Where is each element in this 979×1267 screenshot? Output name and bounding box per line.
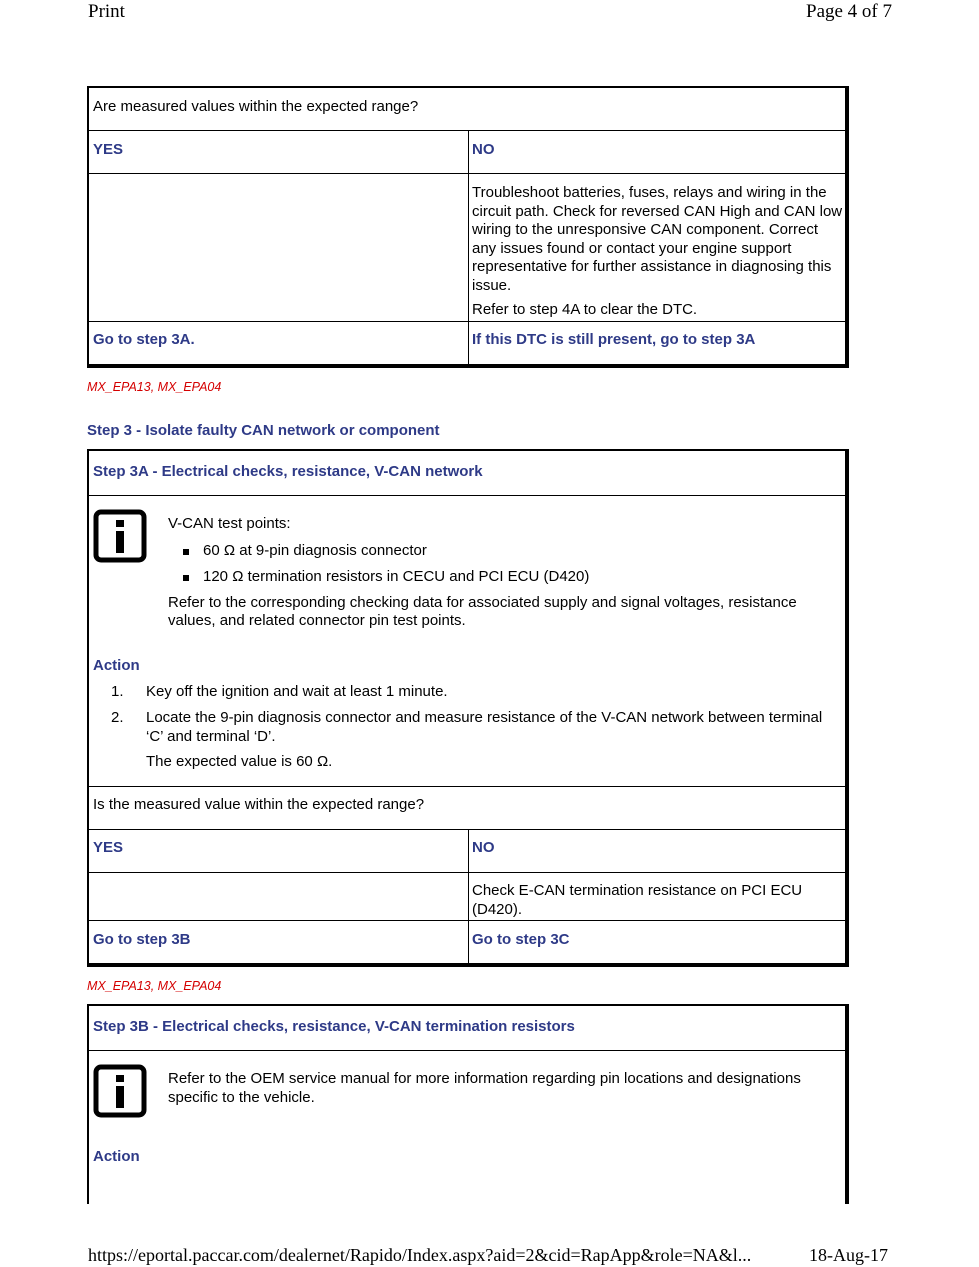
footer-url: https://eportal.paccar.com/dealernet/Rapido/Index.aspx?aid=2&cid=RapApp&role=NA&l... — [88, 1245, 752, 1265]
step-3b-table — [87, 1004, 849, 1204]
question-text: Is the measured value within the expected range? — [93, 796, 425, 813]
no-header: NO — [472, 141, 495, 158]
info-icon — [93, 509, 147, 563]
model-tag: MX_EPA13, MX_EPA04 — [87, 380, 222, 394]
info-icon — [93, 1064, 147, 1118]
no-header: NO — [472, 839, 495, 856]
action-text: Locate the 9-pin diagnosis connector and measure resistance of the V-CAN network between terminal ‘C’ and terminal ‘D’. — [146, 709, 823, 745]
result-table-step2 — [87, 86, 849, 368]
info-text: Refer to the OEM service manual for more information regarding pin locations and designations specific to the vehicle. — [168, 1070, 801, 1106]
bullet-item: 60 Ω at 9-pin diagnosis connector — [168, 542, 844, 561]
action-label: Action — [93, 657, 140, 674]
step-3a-title: Step 3A - Electrical checks, resistance, V-CAN network — [93, 463, 483, 480]
no-instructions: Check E-CAN termination resistance on PCI ECU (D420). — [472, 882, 803, 918]
no-goto: If this DTC is still present, go to step 3A — [472, 331, 756, 348]
no-goto: Go to step 3C — [472, 931, 570, 948]
question-text: Are measured values within the expected range? — [93, 98, 419, 115]
model-tag: MX_EPA13, MX_EPA04 — [87, 979, 222, 993]
yes-goto: Go to step 3B — [93, 931, 191, 948]
step-3b-title: Step 3B - Electrical checks, resistance, V-CAN termination resistors — [93, 1018, 575, 1035]
print-header: Print — [88, 1, 125, 22]
info-block: V-CAN test points: 60 Ω at 9-pin diagnosis connector 120 Ω termination resistors in CECU and PCI ECU (D420) Refer to the corresponding checking data for associated supply and signal voltages, resistance values, and related connector pin test points. — [168, 515, 844, 631]
expected-value: The expected value is 60 Ω. — [146, 753, 333, 770]
action-num: 2. — [111, 709, 124, 726]
footer-date: 18-Aug-17 — [809, 1245, 888, 1265]
page-number: Page 4 of 7 — [806, 1, 893, 22]
action-num: 1. — [111, 683, 124, 700]
step-3a-table — [87, 449, 849, 967]
no-instructions: Troubleshoot batteries, fuses, relays and wiring in the circuit path. Check for reversed CAN High and CAN low wiring to the unresponsive CAN component. Correct any issues found or contact your engine support representative for further assistance in diagnosing this issue. Refer to step 4A to clear the DTC. — [472, 184, 843, 318]
action-label: Action — [93, 1148, 140, 1165]
section-title: Step 3 - Isolate faulty CAN network or component — [87, 422, 440, 439]
yes-goto: Go to step 3A. — [93, 331, 195, 348]
yes-header: YES — [93, 839, 124, 856]
yes-header: YES — [93, 141, 124, 158]
bullet-item: 120 Ω termination resistors in CECU and PCI ECU (D420) — [168, 568, 844, 587]
action-text: Key off the ignition and wait at least 1 minute. — [146, 683, 448, 700]
